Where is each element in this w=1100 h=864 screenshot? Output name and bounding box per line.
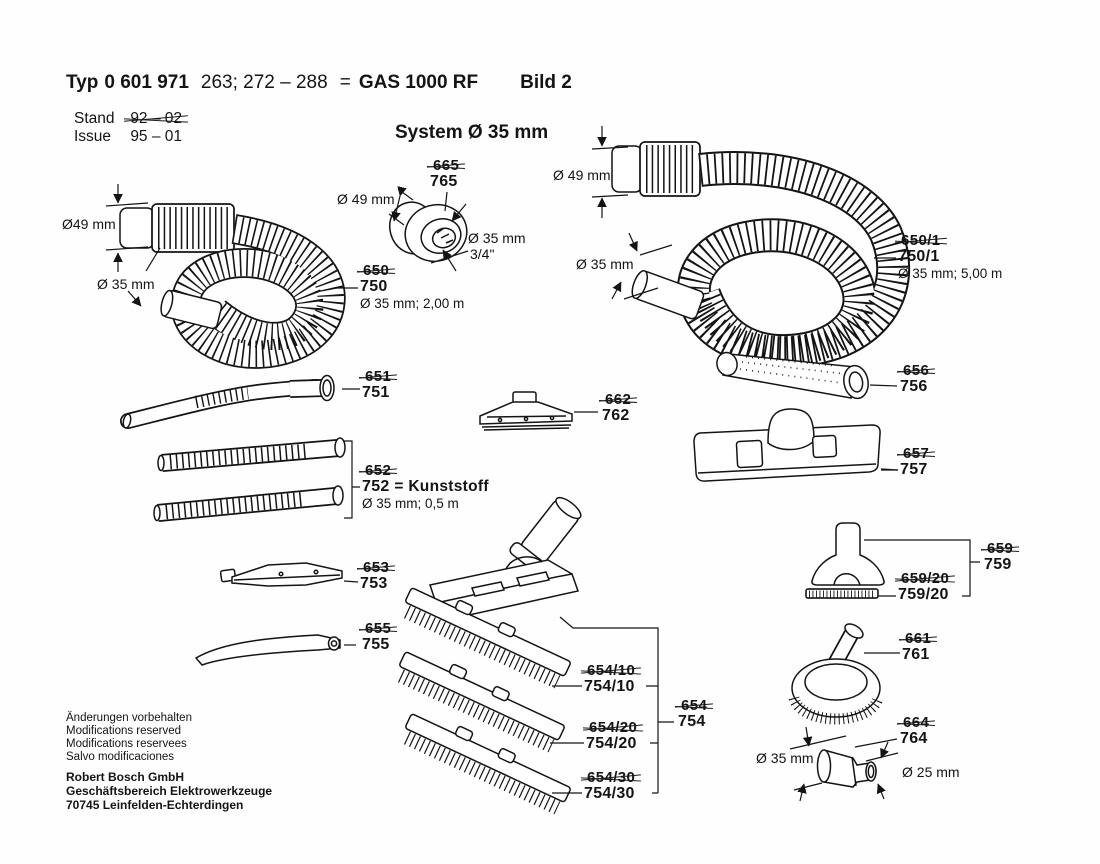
- part-label-754-30: [584, 770, 635, 802]
- dim-label-left-hose-d35: Ø 35 mm: [97, 276, 155, 292]
- part-new-number: 762: [602, 407, 630, 424]
- company-address: [66, 770, 272, 812]
- company-line: Geschäftsbereich Elektrowerkzeuge: [66, 784, 273, 798]
- part-old-number: 654: [681, 697, 708, 714]
- part-new-number: 765: [430, 173, 458, 190]
- part-old-number: 659/20: [901, 570, 950, 587]
- part-new-number: 759/20: [898, 586, 949, 603]
- figure-label: Bild 2: [520, 72, 572, 93]
- part-old-number: 657: [903, 445, 930, 462]
- part-label-762: [602, 392, 631, 424]
- nozzle-755-drawing: [196, 635, 356, 665]
- part-suffix: = Kunststoff: [394, 478, 489, 495]
- part-note: Ø 35 mm; 0,5 m: [362, 496, 459, 511]
- stand-row: [74, 110, 182, 128]
- part-new-number: 751: [362, 384, 390, 401]
- part-label-754-10: [584, 663, 635, 695]
- issue-value: 95 – 01: [130, 128, 183, 145]
- issue-label: Issue: [74, 128, 112, 145]
- bracket-754: [550, 617, 674, 793]
- wet-nozzle-762-drawing: [480, 392, 598, 430]
- brush-strip-759-20-drawing: [806, 589, 878, 598]
- part-label-759-20: [898, 571, 949, 603]
- legal-notice: [66, 712, 272, 764]
- system-title: System Ø 35 mm: [395, 122, 549, 143]
- legal-line: Modifications reserved: [66, 725, 182, 737]
- part-label-752: [362, 463, 489, 512]
- part-new-number: 753: [360, 575, 388, 592]
- issue-row: [74, 128, 182, 146]
- company-line: 70745 Leinfelden-Echterdingen: [66, 798, 244, 812]
- round-brush-761-drawing: [792, 621, 900, 719]
- typ-number: 0 601 971: [104, 72, 189, 93]
- part-new-number: 755: [362, 636, 390, 653]
- part-label-764: [900, 715, 929, 747]
- part-old-number: 650: [363, 262, 390, 279]
- part-new-number: 754/10: [584, 678, 635, 695]
- part-old-number: 661: [905, 630, 932, 647]
- part-old-number: 665: [433, 157, 460, 174]
- company-line: Robert Bosch GmbH: [66, 770, 185, 784]
- dim-label-adapter-thread: 3/4": [470, 246, 495, 262]
- typ-label: Typ: [66, 72, 99, 93]
- part-label-751: [362, 369, 391, 401]
- dim-label-right-hose-d35: Ø 35 mm: [576, 256, 634, 272]
- part-note: Ø 35 mm; 2,00 m: [360, 296, 465, 311]
- model-name: GAS 1000 RF: [358, 72, 479, 93]
- part-new-number: 754/20: [586, 735, 637, 752]
- upholstery-nozzle-759-drawing: [812, 523, 884, 585]
- part-old-number: 656: [903, 362, 930, 379]
- part-new-number: [362, 479, 489, 495]
- part-old-number: 650/1: [901, 232, 941, 249]
- legal-line: Änderungen vorbehalten: [66, 712, 192, 724]
- part-new-number: 754/30: [584, 785, 635, 802]
- revision-block: [74, 110, 182, 146]
- dim-label-left-hose-d49: Ø49 mm: [62, 216, 116, 232]
- part-label-750-1: [898, 233, 1002, 282]
- part-label-761: [902, 631, 931, 663]
- part-old-number: 654/30: [587, 769, 636, 786]
- adapter-765-drawing: [384, 189, 474, 271]
- stand-value: 92 – 02: [130, 110, 183, 127]
- part-old-number: 652: [365, 462, 392, 479]
- part-old-number: 659: [987, 540, 1014, 557]
- dim-label-right-hose-d49: Ø 49 mm: [553, 167, 611, 183]
- bent-tube-751-drawing: [122, 376, 360, 429]
- part-new-number: 761: [902, 646, 930, 663]
- part-old-number: 654/10: [587, 662, 636, 679]
- part-old-number: 653: [363, 559, 390, 576]
- equals-sign: =: [339, 72, 351, 93]
- legal-line: Salvo modificaciones: [66, 751, 175, 763]
- part-note: Ø 35 mm; 5,00 m: [898, 266, 1003, 281]
- typ-range: 263; 272 – 288: [200, 72, 328, 93]
- part-new-number: 759: [984, 556, 1012, 573]
- dim-label-adapter-d49: Ø 49 mm: [337, 191, 395, 207]
- part-label-765: [430, 158, 459, 190]
- part-label-754: [678, 698, 707, 730]
- part-new-number: 757: [900, 461, 928, 478]
- floor-nozzle-757-drawing: [694, 409, 898, 481]
- part-label-755: [362, 621, 391, 653]
- hose-750-drawing: [106, 184, 358, 354]
- part-old-number: 654/20: [589, 719, 638, 736]
- part-old-number: 664: [903, 714, 930, 731]
- dim-label-adapter-d35: Ø 35 mm: [468, 230, 526, 246]
- part-label-759: [984, 541, 1013, 573]
- part-label-754-20: [586, 720, 637, 752]
- part-old-number: 651: [365, 368, 392, 385]
- hose-750-1-drawing: [592, 126, 896, 351]
- part-old-number: 662: [605, 391, 632, 408]
- part-label-750: [360, 263, 464, 312]
- part-label-753: [360, 560, 389, 592]
- page-title: [66, 72, 572, 94]
- part-new-number: 754: [678, 713, 706, 730]
- dim-label-reducer-d25: Ø 25 mm: [902, 764, 960, 780]
- part-new-number: 750/1: [898, 248, 940, 265]
- part-label-757: [900, 446, 929, 478]
- legal-line: Modifications reservees: [66, 738, 187, 750]
- dim-label-reducer-d35: Ø 35 mm: [756, 750, 814, 766]
- part-new-number-value: 752: [362, 478, 390, 495]
- part-label-756: [900, 363, 929, 395]
- part-new-number: 756: [900, 378, 928, 395]
- footer-block: [66, 712, 272, 812]
- part-new-number: 750: [360, 278, 388, 295]
- stand-label: Stand: [74, 110, 115, 127]
- part-new-number: 764: [900, 730, 928, 747]
- tubes-752-drawing: [154, 438, 360, 521]
- nozzle-753-drawing: [220, 563, 358, 586]
- part-old-number: 655: [365, 620, 392, 637]
